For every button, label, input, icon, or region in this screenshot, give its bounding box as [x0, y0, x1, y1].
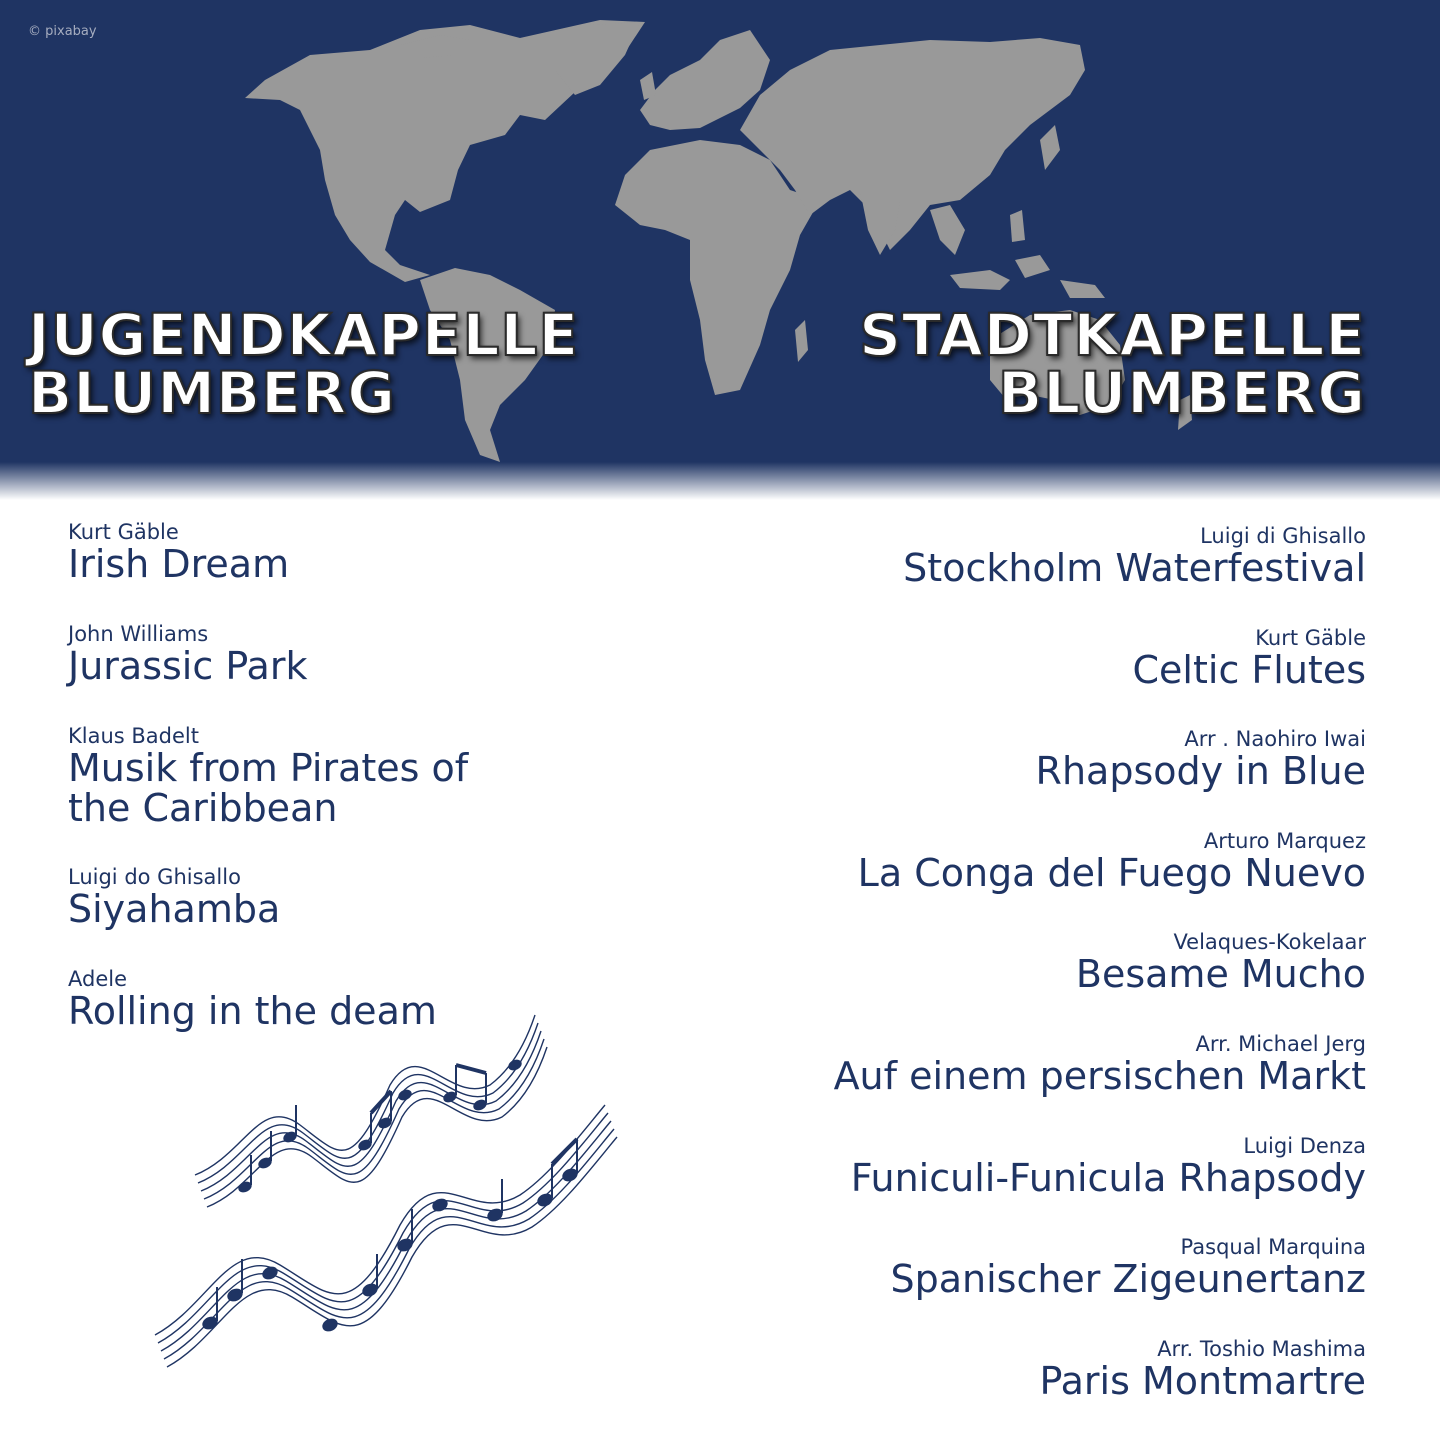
british-isles-shape	[640, 72, 656, 100]
piece-title-line-2: the Caribbean	[68, 786, 338, 830]
new-guinea-shape	[1060, 280, 1105, 298]
piece-title: Siyahamba	[68, 887, 281, 931]
piece-title: Jurassic Park	[68, 644, 308, 688]
program-item	[68, 865, 528, 967]
program-item	[726, 930, 1366, 1032]
right-program-list	[726, 524, 1366, 1438]
program-item	[726, 1032, 1366, 1134]
program-item	[68, 724, 528, 865]
program-item	[726, 727, 1366, 829]
image-credit: © pixabay	[28, 24, 97, 39]
program-item	[726, 1337, 1366, 1439]
composer-name: Velaques-Kokelaar	[1173, 930, 1366, 955]
piece-title-line-1: Musik from Pirates of	[68, 746, 469, 790]
piece-title: Celtic Flutes	[1132, 647, 1366, 692]
left-band-title-line-2: BLUMBERG	[28, 359, 397, 427]
left-program-list	[68, 520, 528, 1069]
left-band-title-line-1: JUGENDKAPELLE	[28, 301, 580, 369]
piece-title: Funiculi-Funicula Rhapsody	[850, 1155, 1366, 1200]
composer-name: Arr . Naohiro Iwai	[1184, 727, 1366, 752]
composer-name: Arturo Marquez	[1203, 828, 1366, 853]
indonesia-shape	[950, 255, 1050, 290]
southeast-asia-shape	[930, 205, 965, 255]
piece-title: Spanischer Zigeunertanz	[890, 1257, 1366, 1302]
composer-name: Kurt Gäble	[1255, 625, 1366, 650]
right-band-title	[859, 301, 1366, 427]
composer-name: Arr. Toshio Mashima	[1157, 1336, 1366, 1361]
piece-title: Rolling in the deam	[68, 989, 437, 1033]
piece-title: La Conga del Fuego Nuevo	[857, 850, 1366, 895]
right-band-title-line-1: STADTKAPELLE	[859, 301, 1366, 369]
madagascar-shape	[795, 320, 808, 362]
composer-name: Luigi do Ghisallo	[68, 865, 241, 889]
japan-shape	[1040, 125, 1060, 170]
piece-title: Besame Mucho	[1075, 952, 1366, 997]
piece-title: Paris Montmartre	[1039, 1358, 1366, 1403]
composer-name: Luigi Denza	[1243, 1133, 1366, 1158]
piece-title: Stockholm Waterfestival	[903, 546, 1366, 590]
piece-title: Irish Dream	[68, 542, 290, 586]
program-item	[68, 520, 528, 622]
program-item	[726, 1134, 1366, 1236]
music-staff-waves-icon	[150, 1005, 630, 1405]
note-head	[320, 1316, 340, 1334]
program-item	[68, 622, 528, 724]
composer-name: Arr. Michael Jerg	[1195, 1031, 1366, 1056]
composer-name: Pasqual Marquina	[1180, 1235, 1366, 1260]
program-item	[726, 1235, 1366, 1337]
composer-name: John Williams	[68, 622, 209, 646]
composer-name: Klaus Badelt	[68, 724, 199, 748]
program-item	[726, 829, 1366, 931]
header-banner	[0, 0, 1440, 500]
note-head	[260, 1264, 280, 1282]
program-item	[726, 524, 1366, 626]
left-band-title	[28, 301, 580, 427]
right-band-title-line-2: BLUMBERG	[997, 359, 1366, 427]
program-item	[726, 626, 1366, 728]
piece-title: Rhapsody in Blue	[1035, 749, 1366, 794]
piece-title: Auf einem persischen Markt	[833, 1053, 1366, 1098]
composer-name: Adele	[68, 967, 128, 991]
philippines-shape	[1010, 210, 1025, 242]
composer-name: Luigi di Ghisallo	[1200, 524, 1366, 548]
composer-name: Kurt Gäble	[68, 520, 179, 544]
